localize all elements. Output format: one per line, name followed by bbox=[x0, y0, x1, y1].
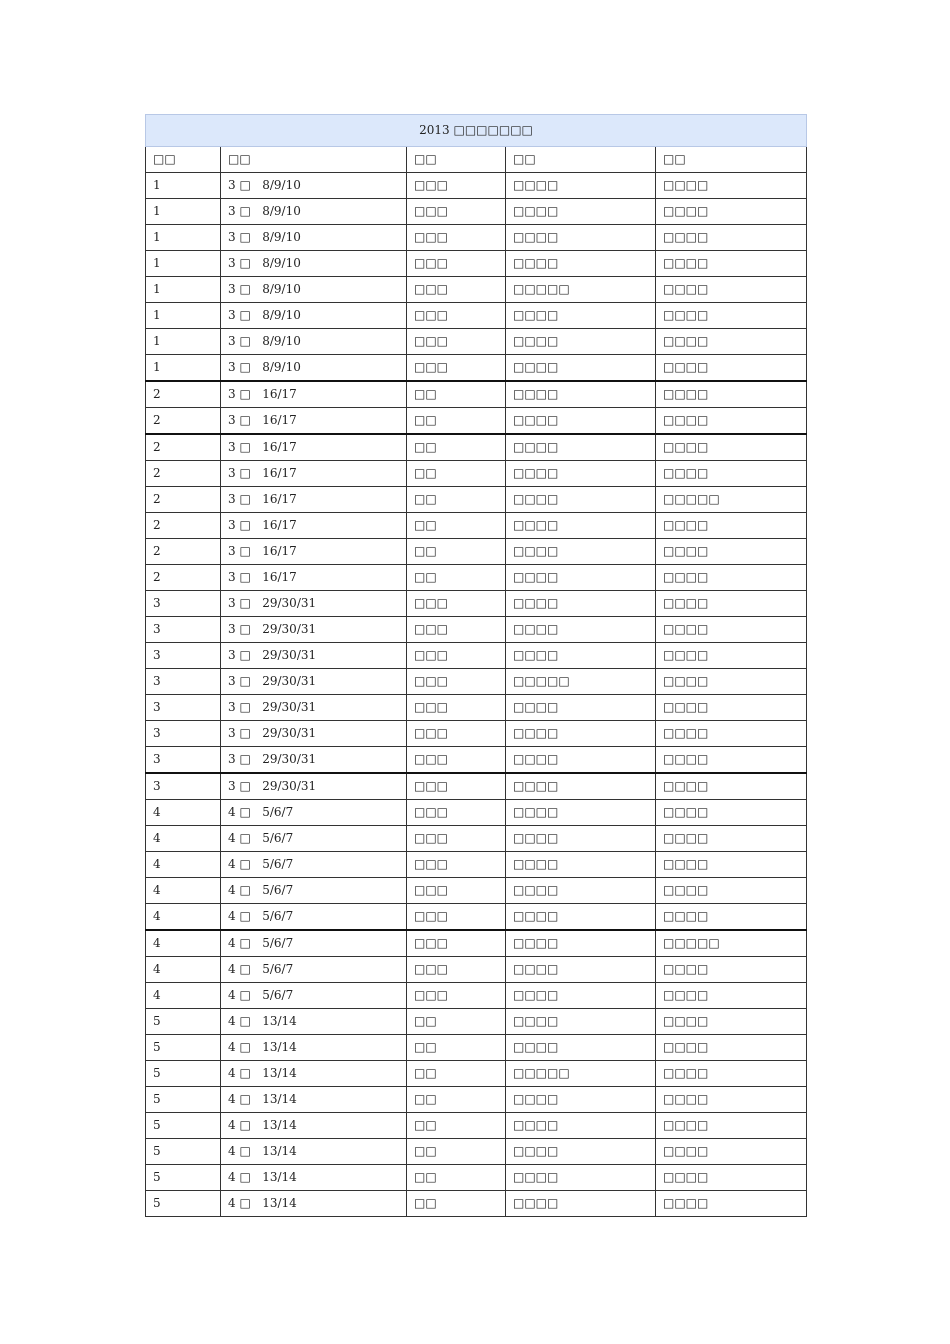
table-cell: 4 □ 13/14 bbox=[221, 1061, 407, 1087]
table-row bbox=[146, 513, 807, 539]
table-cell: 2 bbox=[146, 408, 221, 435]
table-row bbox=[146, 565, 807, 591]
table-cell: □□□ bbox=[407, 669, 506, 695]
table-cell: □□□□ bbox=[656, 539, 807, 565]
table-cell: □□□□ bbox=[506, 355, 656, 382]
table-cell: 3 □ 16/17 bbox=[221, 381, 407, 408]
table-row bbox=[146, 303, 807, 329]
table-cell: □□□□ bbox=[506, 1113, 656, 1139]
table-cell: □□ bbox=[407, 1113, 506, 1139]
table-cell: □□ bbox=[407, 1035, 506, 1061]
table-cell: □□□□ bbox=[656, 303, 807, 329]
table-cell: 4 □ 5/6/7 bbox=[221, 878, 407, 904]
table-cell: □□ bbox=[407, 461, 506, 487]
table-cell: □□□□ bbox=[656, 983, 807, 1009]
table-cell: 4 □ 13/14 bbox=[221, 1191, 407, 1217]
title-row bbox=[146, 115, 807, 147]
table-cell: □□□□□ bbox=[506, 1061, 656, 1087]
table-cell: 3 bbox=[146, 591, 221, 617]
table-cell: 3 □ 16/17 bbox=[221, 513, 407, 539]
table-cell: 4 □ 5/6/7 bbox=[221, 852, 407, 878]
table-cell: □□□□ bbox=[506, 408, 656, 435]
table-cell: 5 bbox=[146, 1139, 221, 1165]
table-row bbox=[146, 983, 807, 1009]
table-cell: 4 □ 5/6/7 bbox=[221, 800, 407, 826]
table-cell: □□□□ bbox=[506, 381, 656, 408]
table-cell: 1 bbox=[146, 355, 221, 382]
table-cell: 3 □ 29/30/31 bbox=[221, 747, 407, 774]
table-cell: □□□□ bbox=[656, 461, 807, 487]
table-cell: □□□ bbox=[407, 225, 506, 251]
table-cell: □□□□ bbox=[656, 513, 807, 539]
table-cell: □□□□ bbox=[506, 930, 656, 957]
table-cell: 5 bbox=[146, 1061, 221, 1087]
table-cell: □□□□ bbox=[506, 225, 656, 251]
table-cell: 3 □ 8/9/10 bbox=[221, 173, 407, 199]
table-cell: □□□□ bbox=[506, 251, 656, 277]
table-cell: □□□□ bbox=[656, 251, 807, 277]
table-cell: □□□□ bbox=[656, 773, 807, 800]
table-row bbox=[146, 487, 807, 513]
table-cell: 4 bbox=[146, 852, 221, 878]
table-cell: 4 □ 13/14 bbox=[221, 1139, 407, 1165]
table-cell: □□□ bbox=[407, 355, 506, 382]
table-row bbox=[146, 199, 807, 225]
table-row bbox=[146, 904, 807, 931]
table-row bbox=[146, 1139, 807, 1165]
column-header: □□ bbox=[146, 147, 221, 173]
table-cell: □□□□ bbox=[656, 669, 807, 695]
table-cell: □□ bbox=[407, 1165, 506, 1191]
table-cell: 3 bbox=[146, 695, 221, 721]
table-cell: □□□ bbox=[407, 643, 506, 669]
table-cell: □□□□ bbox=[506, 329, 656, 355]
table-cell: 4 bbox=[146, 800, 221, 826]
table-cell: 3 bbox=[146, 721, 221, 747]
table-cell: □□□ bbox=[407, 878, 506, 904]
table-row bbox=[146, 826, 807, 852]
table-cell: 3 □ 16/17 bbox=[221, 408, 407, 435]
table-cell: 4 □ 13/14 bbox=[221, 1113, 407, 1139]
table-cell: 2 bbox=[146, 513, 221, 539]
table-cell: □□ bbox=[407, 1191, 506, 1217]
table-cell: 1 bbox=[146, 303, 221, 329]
table-cell: □□□ bbox=[407, 852, 506, 878]
table-cell: 4 bbox=[146, 878, 221, 904]
table-row bbox=[146, 591, 807, 617]
table-cell: 2 bbox=[146, 461, 221, 487]
table-cell: 4 bbox=[146, 826, 221, 852]
table-cell: 3 bbox=[146, 747, 221, 774]
table-cell: □□□□ bbox=[656, 381, 807, 408]
table-cell: □□ bbox=[407, 434, 506, 461]
table-cell: □□□□ bbox=[506, 695, 656, 721]
table-row bbox=[146, 1165, 807, 1191]
table-cell: □□□□ bbox=[506, 617, 656, 643]
table-cell: □□□□ bbox=[656, 957, 807, 983]
table-cell: □□□ bbox=[407, 591, 506, 617]
table-cell: □□□ bbox=[407, 904, 506, 931]
table-row bbox=[146, 1113, 807, 1139]
table-cell: 5 bbox=[146, 1035, 221, 1061]
table-cell: 3 □ 8/9/10 bbox=[221, 199, 407, 225]
table-row bbox=[146, 957, 807, 983]
table-cell: 2 bbox=[146, 434, 221, 461]
table-row bbox=[146, 669, 807, 695]
table-cell: 3 □ 8/9/10 bbox=[221, 225, 407, 251]
table-cell: □□□ bbox=[407, 303, 506, 329]
table-cell: 1 bbox=[146, 199, 221, 225]
table-cell: 3 □ 8/9/10 bbox=[221, 277, 407, 303]
table-cell: 3 □ 16/17 bbox=[221, 434, 407, 461]
table-cell: □□□□ bbox=[656, 747, 807, 774]
table-cell: 3 □ 16/17 bbox=[221, 487, 407, 513]
table-cell: 1 bbox=[146, 329, 221, 355]
table-cell: □□□□ bbox=[506, 487, 656, 513]
table-cell: 1 bbox=[146, 251, 221, 277]
table-cell: □□□□ bbox=[506, 173, 656, 199]
table-cell: □□□□ bbox=[506, 773, 656, 800]
table-cell: □□□□ bbox=[656, 565, 807, 591]
table-cell: □□□□ bbox=[656, 826, 807, 852]
table-cell: 4 □ 5/6/7 bbox=[221, 983, 407, 1009]
table-row bbox=[146, 773, 807, 800]
table-cell: 5 bbox=[146, 1113, 221, 1139]
table-row bbox=[146, 852, 807, 878]
table-cell: 3 □ 29/30/31 bbox=[221, 591, 407, 617]
table-cell: □□□□ bbox=[656, 852, 807, 878]
table-cell: □□□□□ bbox=[506, 669, 656, 695]
table-row bbox=[146, 1087, 807, 1113]
table-row bbox=[146, 173, 807, 199]
table-cell: 4 □ 13/14 bbox=[221, 1087, 407, 1113]
table-cell: 3 □ 16/17 bbox=[221, 565, 407, 591]
table-cell: □□□□ bbox=[656, 1087, 807, 1113]
table-cell: □□ bbox=[407, 1061, 506, 1087]
table-cell: 3 □ 29/30/31 bbox=[221, 695, 407, 721]
column-header: □□ bbox=[221, 147, 407, 173]
table-cell: □□□□ bbox=[656, 591, 807, 617]
table-cell: □□□□ bbox=[506, 721, 656, 747]
table-cell: 3 bbox=[146, 669, 221, 695]
table-cell: □□ bbox=[407, 487, 506, 513]
table-cell: □□□ bbox=[407, 721, 506, 747]
table-cell: 1 bbox=[146, 225, 221, 251]
table-cell: □□□ bbox=[407, 251, 506, 277]
table-cell: 3 □ 29/30/31 bbox=[221, 773, 407, 800]
table-cell: □□□□ bbox=[506, 800, 656, 826]
table-cell: 3 □ 8/9/10 bbox=[221, 329, 407, 355]
table-cell: □□□□ bbox=[656, 800, 807, 826]
table-row bbox=[146, 1009, 807, 1035]
table-cell: □□□□ bbox=[506, 1035, 656, 1061]
table-cell: □□ bbox=[407, 1139, 506, 1165]
table-cell: 3 □ 29/30/31 bbox=[221, 643, 407, 669]
table-cell: □□□□ bbox=[656, 355, 807, 382]
table-cell: 1 bbox=[146, 277, 221, 303]
table-cell: □□□ bbox=[407, 957, 506, 983]
table-row bbox=[146, 539, 807, 565]
table-row bbox=[146, 721, 807, 747]
table-row bbox=[146, 225, 807, 251]
table-cell: □□□□ bbox=[506, 852, 656, 878]
table-cell: □□□□ bbox=[506, 199, 656, 225]
table-title: 2013 □□□□□□□ bbox=[146, 115, 807, 147]
table-cell: 4 □ 13/14 bbox=[221, 1165, 407, 1191]
table-cell: □□□□ bbox=[656, 1061, 807, 1087]
table-cell: 4 bbox=[146, 930, 221, 957]
table-cell: 5 bbox=[146, 1191, 221, 1217]
table-cell: □□□□ bbox=[656, 1139, 807, 1165]
table-row bbox=[146, 251, 807, 277]
schedule-table bbox=[145, 114, 807, 1217]
table-cell: □□ bbox=[407, 539, 506, 565]
table-cell: □□□ bbox=[407, 277, 506, 303]
table-cell: □□□□ bbox=[506, 513, 656, 539]
column-header: □□ bbox=[656, 147, 807, 173]
table-cell: □□□□ bbox=[506, 1087, 656, 1113]
table-cell: 4 □ 5/6/7 bbox=[221, 957, 407, 983]
table-cell: 4 □ 5/6/7 bbox=[221, 826, 407, 852]
table-cell: 4 bbox=[146, 904, 221, 931]
table-cell: 5 bbox=[146, 1165, 221, 1191]
table-cell: □□□□ bbox=[656, 904, 807, 931]
table-cell: □□□ bbox=[407, 173, 506, 199]
table-row bbox=[146, 800, 807, 826]
table-cell: □□□□ bbox=[506, 878, 656, 904]
table-cell: 2 bbox=[146, 381, 221, 408]
table-cell: □□ bbox=[407, 513, 506, 539]
table-cell: □□□□ bbox=[656, 1009, 807, 1035]
table-row bbox=[146, 747, 807, 774]
table-row bbox=[146, 617, 807, 643]
table-cell: □□□□ bbox=[656, 329, 807, 355]
table-cell: □□□□ bbox=[506, 747, 656, 774]
table-cell: 4 bbox=[146, 957, 221, 983]
table-cell: □□□□ bbox=[506, 461, 656, 487]
header-row bbox=[146, 147, 807, 173]
table-cell: □□□□ bbox=[656, 721, 807, 747]
table-row bbox=[146, 277, 807, 303]
table-row bbox=[146, 1035, 807, 1061]
table-cell: □□□□ bbox=[656, 173, 807, 199]
table-row bbox=[146, 408, 807, 435]
table-cell: □□□ bbox=[407, 930, 506, 957]
table-cell: □□ bbox=[407, 408, 506, 435]
table-cell: □□□□ bbox=[656, 1165, 807, 1191]
table-row bbox=[146, 381, 807, 408]
table-cell: 3 □ 29/30/31 bbox=[221, 669, 407, 695]
table-cell: □□ bbox=[407, 381, 506, 408]
table-cell: □□□ bbox=[407, 773, 506, 800]
table-row bbox=[146, 329, 807, 355]
table-cell: □□□□ bbox=[656, 1191, 807, 1217]
table-cell: 5 bbox=[146, 1009, 221, 1035]
table-cell: 4 □ 5/6/7 bbox=[221, 930, 407, 957]
table-cell: 3 □ 8/9/10 bbox=[221, 355, 407, 382]
table-cell: □□□□ bbox=[506, 434, 656, 461]
table-row bbox=[146, 695, 807, 721]
table-row bbox=[146, 930, 807, 957]
table-body bbox=[146, 173, 807, 1217]
table-cell: 4 □ 5/6/7 bbox=[221, 904, 407, 931]
table-cell: □□□□ bbox=[506, 565, 656, 591]
table-cell: □□□□□ bbox=[506, 277, 656, 303]
table-cell: □□□□ bbox=[656, 408, 807, 435]
schedule-sheet bbox=[145, 114, 806, 1217]
table-cell: □□□□ bbox=[506, 643, 656, 669]
table-cell: □□□□ bbox=[656, 695, 807, 721]
table-cell: 3 bbox=[146, 643, 221, 669]
table-cell: □□□□ bbox=[506, 303, 656, 329]
table-cell: □□□□ bbox=[656, 277, 807, 303]
table-cell: □□ bbox=[407, 1087, 506, 1113]
table-cell: 4 bbox=[146, 983, 221, 1009]
table-cell: □□□□ bbox=[506, 539, 656, 565]
table-cell: 5 bbox=[146, 1087, 221, 1113]
table-cell: 3 bbox=[146, 773, 221, 800]
table-row bbox=[146, 355, 807, 382]
table-cell: □□□□ bbox=[506, 1191, 656, 1217]
table-cell: □□ bbox=[407, 565, 506, 591]
table-cell: 3 □ 16/17 bbox=[221, 461, 407, 487]
table-cell: □□□□ bbox=[506, 983, 656, 1009]
table-cell: □□□□ bbox=[656, 617, 807, 643]
table-row bbox=[146, 461, 807, 487]
table-cell: □□□ bbox=[407, 695, 506, 721]
table-cell: 3 □ 8/9/10 bbox=[221, 251, 407, 277]
table-cell: □□□□ bbox=[656, 434, 807, 461]
table-cell: □□□□ bbox=[506, 591, 656, 617]
table-cell: □□□□ bbox=[656, 199, 807, 225]
table-cell: □□□□ bbox=[506, 1165, 656, 1191]
table-cell: 4 □ 13/14 bbox=[221, 1035, 407, 1061]
table-cell: □□□ bbox=[407, 800, 506, 826]
column-header: □□ bbox=[407, 147, 506, 173]
table-cell: 3 □ 29/30/31 bbox=[221, 721, 407, 747]
table-cell: □□□□ bbox=[506, 1139, 656, 1165]
table-cell: 3 □ 16/17 bbox=[221, 539, 407, 565]
table-cell: 3 □ 8/9/10 bbox=[221, 303, 407, 329]
table-cell: □□□□□ bbox=[656, 930, 807, 957]
table-cell: □□ bbox=[407, 1009, 506, 1035]
table-cell: □□□□ bbox=[506, 904, 656, 931]
table-row bbox=[146, 434, 807, 461]
table-cell: 3 □ 29/30/31 bbox=[221, 617, 407, 643]
table-row bbox=[146, 878, 807, 904]
table-row bbox=[146, 1191, 807, 1217]
table-cell: □□□□ bbox=[506, 1009, 656, 1035]
table-cell: □□□□ bbox=[656, 1113, 807, 1139]
table-cell: □□□ bbox=[407, 329, 506, 355]
table-cell: □□□ bbox=[407, 199, 506, 225]
table-cell: 2 bbox=[146, 565, 221, 591]
table-cell: □□□ bbox=[407, 747, 506, 774]
table-cell: 1 bbox=[146, 173, 221, 199]
table-row bbox=[146, 1061, 807, 1087]
table-cell: □□□ bbox=[407, 617, 506, 643]
table-cell: 2 bbox=[146, 487, 221, 513]
table-cell: □□□ bbox=[407, 983, 506, 1009]
table-cell: □□□□ bbox=[506, 957, 656, 983]
table-cell: 4 □ 13/14 bbox=[221, 1009, 407, 1035]
table-cell: □□□□ bbox=[506, 826, 656, 852]
table-cell: 3 bbox=[146, 617, 221, 643]
table-cell: □□□□ bbox=[656, 878, 807, 904]
table-cell: □□□□ bbox=[656, 643, 807, 669]
column-header: □□ bbox=[506, 147, 656, 173]
table-row bbox=[146, 643, 807, 669]
table-cell: □□□□ bbox=[656, 225, 807, 251]
table-cell: 2 bbox=[146, 539, 221, 565]
table-cell: □□□□□ bbox=[656, 487, 807, 513]
table-cell: □□□□ bbox=[656, 1035, 807, 1061]
table-cell: □□□ bbox=[407, 826, 506, 852]
